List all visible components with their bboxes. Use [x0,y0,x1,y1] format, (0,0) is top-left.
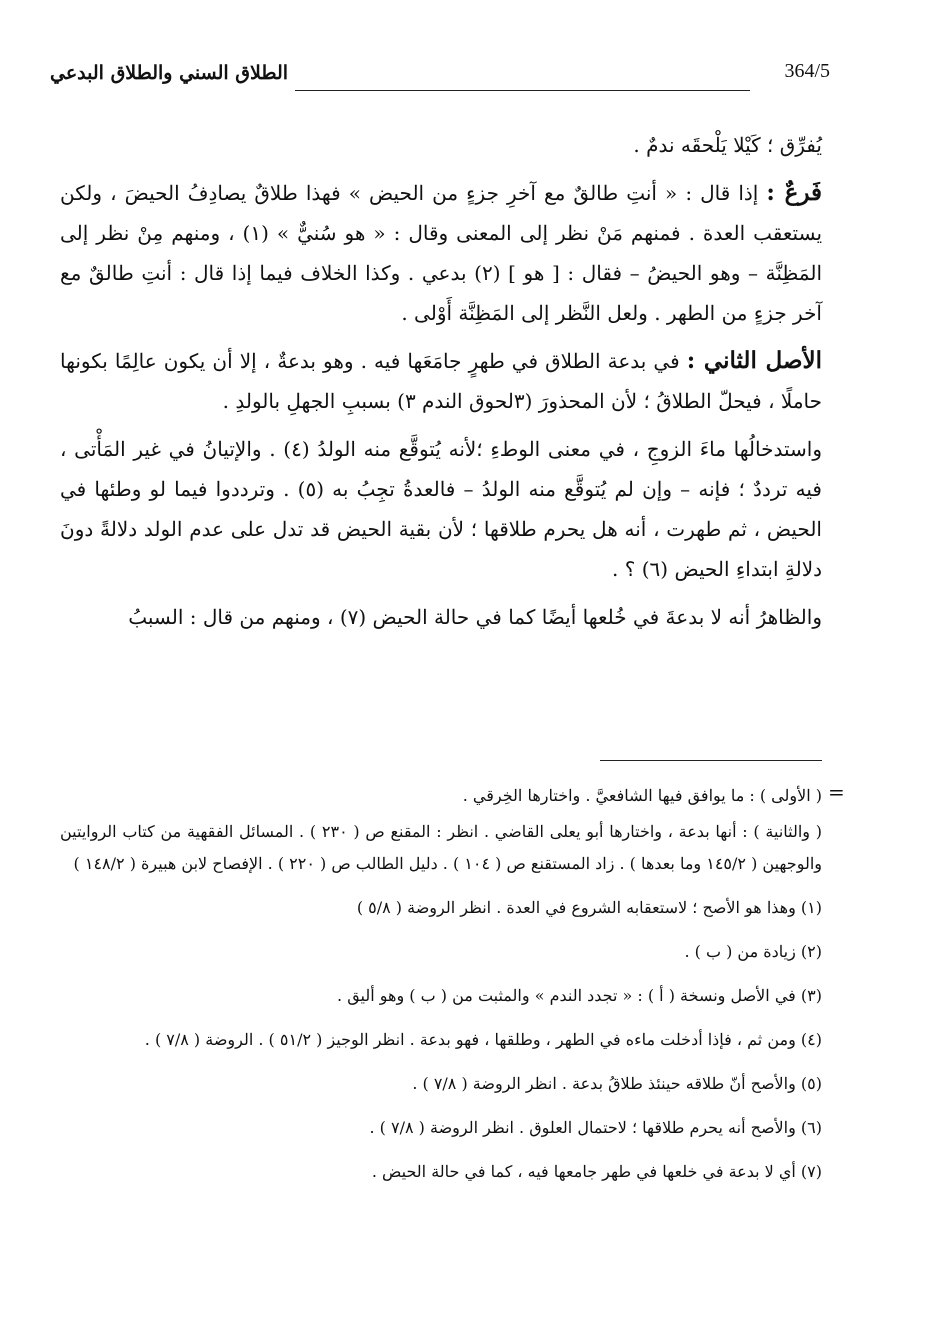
paragraph: واستدخالُها ماءَ الزوجِ ، في معنى الوطءِ ؛لأنه يُتوقَّع منه الولدُ (٤) . والإتيانُ في غير المَأْتى ، فيه ترددٌ ؛ فإنه – وإن لم يُتوقَّع منه الولدُ – فالعدةُ تجِبُ به (٥) . وترددوا فيما لو وطئها في الحيض ، ثم طهرت ، أنه هل يحرم طلاقها ؛ لأن بقية الحيض قد تدل على عدم الولد دلالةً دونَ دلالةِ ابتداءِ الحيض (٦) ؟ . [60,437,822,581]
footnotes [60,780,822,1200]
footnote: (٢) زيادة من ( ب ) . [684,942,822,961]
footnote-separator [600,760,822,761]
header-rule [295,90,750,91]
paragraph-heading: الأصل الثاني : [686,347,822,374]
footnote: (٤) ومن ثم ، فإذا أدخلت ماءه في الطهر ، وطلقها ، فهو بدعة . انظر الوجيز ( ٥١/٢ ) . الروضة ( ٧/٨ ) . [144,1030,822,1049]
footnote: ( الأولى ) : ما يوافق فيها الشافعيَّ . واختارها الخِرقي . [462,786,822,805]
footnote: (٦) والأصح أنه يحرم طلاقها ؛ لاحتمال العلوق . انظر الروضة ( ٧/٨ ) . [369,1118,822,1137]
paragraph: يُفرِّق ؛ كَيْلا يَلْحقَه ندمٌ . [633,133,822,157]
footnote: (٣) في الأصل ونسخة ( أ ) : « تجدد الندم » والمثبت من ( ب ) وهو أليق . [337,986,822,1005]
footnote: ( والثانية ) : أنها بدعة ، واختارها أبو يعلى القاضي . انظر : المقنع ص ( ٢٣٠ ) . المسائل الفقهية من كتاب الروايتين والوجهين ( ١٤٥/٢ وما بعدها ) . زاد المستقنع ص ( ١٠٤ ) . دليل الطالب ص ( ٢٢٠ ) . الإفصاح لابن هبيرة ( ١٤٨/٢ ) [60,822,823,873]
paragraph: فَرعٌ : إذا قال : « أنتِ طالقٌ مع آخرِ جزءٍ من الحيض » فهذا طلاقٌ يصادِفُ الحيضَ ، ولكن يستعقب العدة . فمنهم مَنْ نظر إلى المعنى وقال : « هو سُنيٌّ » (١) ، ومنهم مِنْ نظر إلى المَظِنَّة – وهو الحيضُ – فقال : [ هو ] (٢) بدعي . وكذا الخلاف فيما إذا قال : أنتِ طالقٌ مع آخر جزءٍ من الطهر . ولعل النَّظر إلى المَظِنَّة أَوْلى . [60,179,823,325]
footnote: (١) وهذا هو الأصح ؛ لاستعقابه الشروع في العدة . انظر الروضة ( ٥/٨ ) [356,898,822,917]
paragraph: والظاهرُ أنه لا بدعةَ في خُلعها أيضًا كما في حالة الحيض (٧) ، ومنهم من قال : السببُ [128,605,822,629]
footnote: (٥) والأصح أنّ طلاقه حينئذ طلاقُ بدعة . انظر الروضة ( ٧/٨ ) . [412,1074,822,1093]
paragraph: الأصل الثاني : في بدعة الطلاق في طهرٍ جامَعَها فيه . وهو بدعةٌ ، إلا أن يكون عالِمًا بكونها حاملًا ، فيحلّ الطلاقُ ؛ لأن المحذورَ (٣لحوق الندم ٣) بسببِ الجهلِ بالولدِ . [60,347,822,413]
paragraph-heading: فَرعٌ : [766,179,823,206]
footnote-continuation-mark: = [828,780,845,804]
running-header [50,62,830,98]
chapter-title: الطلاق السني والطلاق البدعي [50,62,289,84]
page-number: 364/5 [784,60,830,82]
footnote: (٧) أي لا بدعة في خلعها في طهر جامعها فيه ، كما في حالة الحيض . [371,1162,822,1181]
main-text [60,125,822,645]
